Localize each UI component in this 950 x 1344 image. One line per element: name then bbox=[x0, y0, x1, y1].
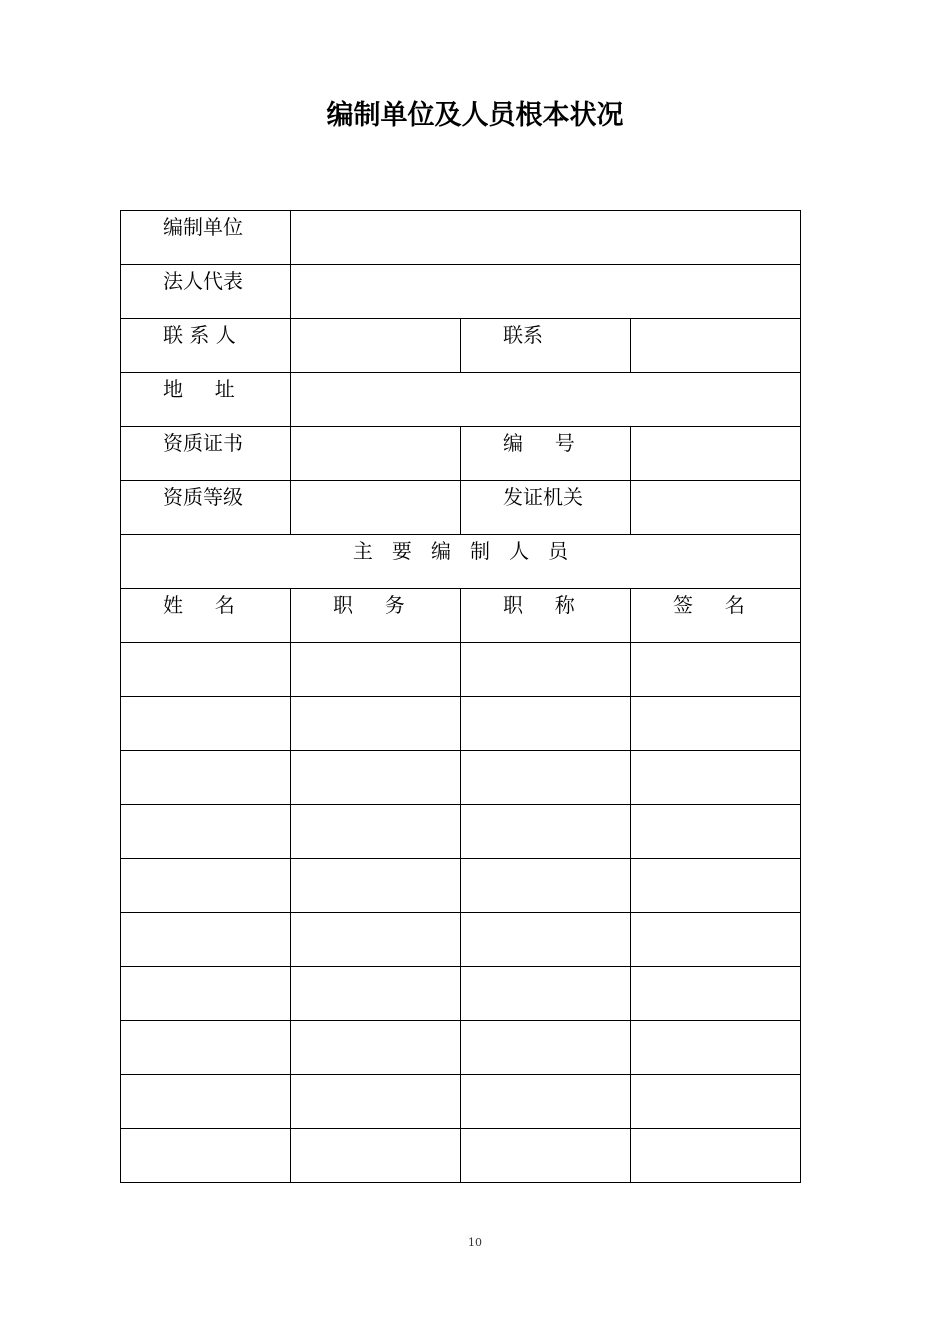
table-row bbox=[121, 1129, 801, 1183]
row-qual-grade bbox=[121, 481, 801, 535]
label-cell bbox=[461, 319, 631, 373]
qual-grade-label: 资质等级 bbox=[163, 485, 243, 509]
address-value[interactable] bbox=[291, 373, 801, 427]
row-contact bbox=[121, 319, 801, 373]
address-label: 地 址 bbox=[163, 377, 235, 401]
table-row bbox=[121, 643, 801, 697]
label-cell bbox=[121, 319, 291, 373]
row-qual-cert bbox=[121, 427, 801, 481]
table-row bbox=[121, 859, 801, 913]
column-header-title: 职 称 bbox=[461, 589, 631, 643]
title-cell[interactable] bbox=[461, 805, 631, 859]
signature-cell[interactable] bbox=[631, 967, 801, 1021]
position-cell[interactable] bbox=[291, 859, 461, 913]
title-cell[interactable] bbox=[461, 1075, 631, 1129]
staff-rows bbox=[121, 643, 801, 1183]
unit-label: 编制单位 bbox=[163, 215, 243, 239]
table-row bbox=[121, 1075, 801, 1129]
signature-cell[interactable] bbox=[631, 805, 801, 859]
title-cell[interactable] bbox=[461, 1129, 631, 1183]
signature-cell[interactable] bbox=[631, 1075, 801, 1129]
contact-person-label: 联 系 人 bbox=[163, 323, 236, 347]
name-cell[interactable] bbox=[121, 805, 291, 859]
column-header-name: 姓 名 bbox=[121, 589, 291, 643]
label-cell bbox=[121, 373, 291, 427]
signature-cell[interactable] bbox=[631, 643, 801, 697]
qual-cert-value[interactable] bbox=[291, 427, 461, 481]
table-row bbox=[121, 967, 801, 1021]
contact-value[interactable] bbox=[631, 319, 801, 373]
row-staff-header bbox=[121, 535, 801, 589]
qual-cert-label: 资质证书 bbox=[163, 431, 243, 455]
row-legal-rep bbox=[121, 265, 801, 319]
position-cell[interactable] bbox=[291, 1075, 461, 1129]
contact-person-value[interactable] bbox=[291, 319, 461, 373]
position-cell[interactable] bbox=[291, 805, 461, 859]
signature-cell[interactable] bbox=[631, 697, 801, 751]
row-staff-columns bbox=[121, 589, 801, 643]
number-label: 编 号 bbox=[503, 431, 575, 455]
signature-cell[interactable] bbox=[631, 1021, 801, 1075]
row-unit bbox=[121, 211, 801, 265]
name-cell[interactable] bbox=[121, 967, 291, 1021]
name-cell[interactable] bbox=[121, 751, 291, 805]
name-cell[interactable] bbox=[121, 1129, 291, 1183]
qual-grade-value[interactable] bbox=[291, 481, 461, 535]
signature-cell[interactable] bbox=[631, 859, 801, 913]
table-row bbox=[121, 805, 801, 859]
info-table bbox=[120, 210, 801, 1183]
name-cell[interactable] bbox=[121, 1075, 291, 1129]
name-cell[interactable] bbox=[121, 697, 291, 751]
position-cell[interactable] bbox=[291, 643, 461, 697]
title-cell[interactable] bbox=[461, 751, 631, 805]
issuer-value[interactable] bbox=[631, 481, 801, 535]
contact-label: 联系 bbox=[503, 323, 543, 347]
legal-rep-value[interactable] bbox=[291, 265, 801, 319]
label-cell bbox=[121, 265, 291, 319]
position-cell[interactable] bbox=[291, 1021, 461, 1075]
table-row bbox=[121, 697, 801, 751]
signature-cell[interactable] bbox=[631, 1129, 801, 1183]
position-cell[interactable] bbox=[291, 1129, 461, 1183]
number-value[interactable] bbox=[631, 427, 801, 481]
name-cell[interactable] bbox=[121, 859, 291, 913]
title-cell[interactable] bbox=[461, 643, 631, 697]
legal-rep-label: 法人代表 bbox=[163, 269, 243, 293]
title-cell[interactable] bbox=[461, 913, 631, 967]
position-cell[interactable] bbox=[291, 697, 461, 751]
position-cell[interactable] bbox=[291, 967, 461, 1021]
page-title: 编制单位及人员根本状况 bbox=[326, 100, 624, 131]
name-cell[interactable] bbox=[121, 643, 291, 697]
column-header-position: 职 务 bbox=[291, 589, 461, 643]
label-cell bbox=[121, 481, 291, 535]
title-cell[interactable] bbox=[461, 1021, 631, 1075]
table-row bbox=[121, 913, 801, 967]
title-cell[interactable] bbox=[461, 697, 631, 751]
label-cell bbox=[461, 481, 631, 535]
name-cell[interactable] bbox=[121, 1021, 291, 1075]
staff-section-header: 主 要 编 制 人 员 bbox=[121, 535, 801, 589]
issuer-label: 发证机关 bbox=[503, 485, 583, 509]
label-cell bbox=[461, 427, 631, 481]
title-cell[interactable] bbox=[461, 967, 631, 1021]
name-cell[interactable] bbox=[121, 913, 291, 967]
table-row bbox=[121, 751, 801, 805]
table-row bbox=[121, 1021, 801, 1075]
signature-cell[interactable] bbox=[631, 751, 801, 805]
signature-cell[interactable] bbox=[631, 913, 801, 967]
unit-value[interactable] bbox=[291, 211, 801, 265]
column-header-signature: 签 名 bbox=[631, 589, 801, 643]
position-cell[interactable] bbox=[291, 913, 461, 967]
label-cell bbox=[121, 427, 291, 481]
position-cell[interactable] bbox=[291, 751, 461, 805]
row-address bbox=[121, 373, 801, 427]
page-number: 10 bbox=[468, 1236, 482, 1249]
title-cell[interactable] bbox=[461, 859, 631, 913]
label-cell bbox=[121, 211, 291, 265]
